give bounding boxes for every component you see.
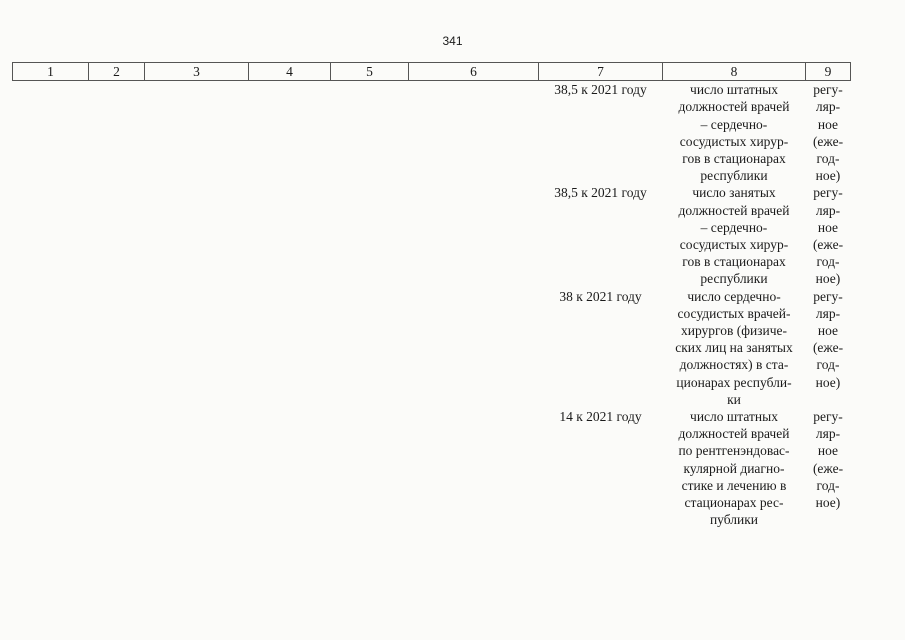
target-value: 38,5 к 2021 году [554, 82, 647, 98]
indicator-line: должностей врачей [678, 99, 790, 115]
periodicity-line: ное) [815, 271, 841, 287]
target-value-cell [539, 288, 663, 408]
target-value: 38 к 2021 году [559, 288, 642, 304]
periodicity-line: ляр- [815, 305, 841, 321]
empty-cell [409, 81, 539, 185]
table-row [13, 184, 851, 287]
indicator-line: сосудистых хирур- [679, 237, 789, 253]
periodicity-line: регу- [813, 82, 843, 98]
periodicity-line: ляр- [815, 99, 841, 115]
target-value: 14 к 2021 году [559, 409, 642, 425]
indicator-line: число штатных [690, 82, 778, 98]
indicator-line: гов в стационарах [682, 151, 786, 167]
indicator-line: должностей врачей [678, 202, 790, 218]
indicator-line: гов в стационарах [682, 254, 786, 270]
empty-cell [409, 288, 539, 408]
empty-cell [13, 288, 89, 408]
empty-cell [89, 408, 145, 528]
column-header: 6 [409, 63, 539, 81]
target-value-cell [539, 81, 663, 185]
periodicity-line: ное [817, 116, 839, 132]
indicator-line: республики [700, 271, 768, 287]
indicator-line: ских лиц на занятых [675, 340, 793, 356]
column-header: 2 [89, 63, 145, 81]
indicator-line: должностей врачей [678, 426, 790, 442]
empty-cell [249, 184, 331, 287]
periodicity-line: ное) [815, 495, 841, 511]
indicator-line: публики [709, 512, 759, 528]
page-number: 341 [442, 34, 463, 48]
empty-cell [89, 184, 145, 287]
empty-cell [249, 81, 331, 185]
empty-cell [145, 184, 249, 287]
indicator-line: должностях) в ста- [679, 357, 789, 373]
periodicity-line: ляр- [815, 202, 841, 218]
table-body [13, 81, 851, 529]
column-header: 7 [539, 63, 663, 81]
empty-cell [89, 288, 145, 408]
indicator-line: сосудистых врачей- [677, 305, 791, 321]
table-row [13, 408, 851, 528]
periodicity-cell [806, 81, 851, 185]
column-header: 9 [806, 63, 851, 81]
empty-cell [409, 408, 539, 528]
periodicity-line: регу- [813, 185, 843, 201]
indicator-line: стационарах рес- [684, 495, 784, 511]
periodicity-cell [806, 288, 851, 408]
column-header: 4 [249, 63, 331, 81]
periodicity-line: (еже- [812, 340, 844, 356]
target-value-cell [539, 408, 663, 528]
periodicity-line: ляр- [815, 426, 841, 442]
periodicity-cell [806, 184, 851, 287]
periodicity-line: ное [817, 443, 839, 459]
periodicity-line: регу- [813, 409, 843, 425]
column-header: 5 [331, 63, 409, 81]
indicator-cell [663, 184, 806, 287]
periodicity-cell [806, 408, 851, 528]
periodicity-line: ное [817, 219, 839, 235]
target-value: 38,5 к 2021 году [554, 185, 647, 201]
header-row [13, 63, 851, 81]
empty-cell [145, 408, 249, 528]
column-header: 1 [13, 63, 89, 81]
data-table [12, 62, 851, 528]
empty-cell [13, 408, 89, 528]
empty-cell [249, 288, 331, 408]
indicator-line: число сердечно- [687, 288, 781, 304]
indicator-cell [663, 81, 806, 185]
empty-cell [89, 81, 145, 185]
indicator-line: кулярной диагно- [683, 460, 785, 476]
indicator-line: хирургов (физиче- [680, 323, 788, 339]
empty-cell [13, 81, 89, 185]
indicator-line: сосудистых хирур- [679, 133, 789, 149]
table-row [13, 81, 851, 185]
table-row [13, 288, 851, 408]
indicator-line: число штатных [690, 409, 778, 425]
empty-cell [409, 184, 539, 287]
column-header: 3 [145, 63, 249, 81]
periodicity-line: ное) [815, 168, 841, 184]
indicator-cell [663, 288, 806, 408]
periodicity-line: год- [816, 357, 840, 373]
periodicity-line: год- [816, 254, 840, 270]
periodicity-line: регу- [813, 288, 843, 304]
empty-cell [145, 288, 249, 408]
column-header: 8 [663, 63, 806, 81]
indicator-line: республики [700, 168, 768, 184]
periodicity-line: год- [816, 477, 840, 493]
indicator-line: по рентгенэндовас- [678, 443, 790, 459]
empty-cell [331, 81, 409, 185]
indicator-line: ки [727, 391, 741, 407]
indicator-line: число занятых [692, 185, 776, 201]
empty-cell [249, 408, 331, 528]
periodicity-line: (еже- [812, 133, 844, 149]
empty-cell [331, 288, 409, 408]
indicator-line: – сердечно- [700, 116, 768, 132]
indicator-line: ционарах республи- [676, 374, 792, 390]
empty-cell [13, 184, 89, 287]
indicator-line: стике и лечению в [681, 477, 787, 493]
indicator-cell [663, 408, 806, 528]
periodicity-line: ное) [815, 374, 841, 390]
periodicity-line: ное [817, 323, 839, 339]
target-value-cell [539, 184, 663, 287]
empty-cell [331, 408, 409, 528]
empty-cell [331, 184, 409, 287]
periodicity-line: (еже- [812, 460, 844, 476]
empty-cell [145, 81, 249, 185]
indicator-line: – сердечно- [700, 219, 768, 235]
periodicity-line: год- [816, 151, 840, 167]
periodicity-line: (еже- [812, 237, 844, 253]
